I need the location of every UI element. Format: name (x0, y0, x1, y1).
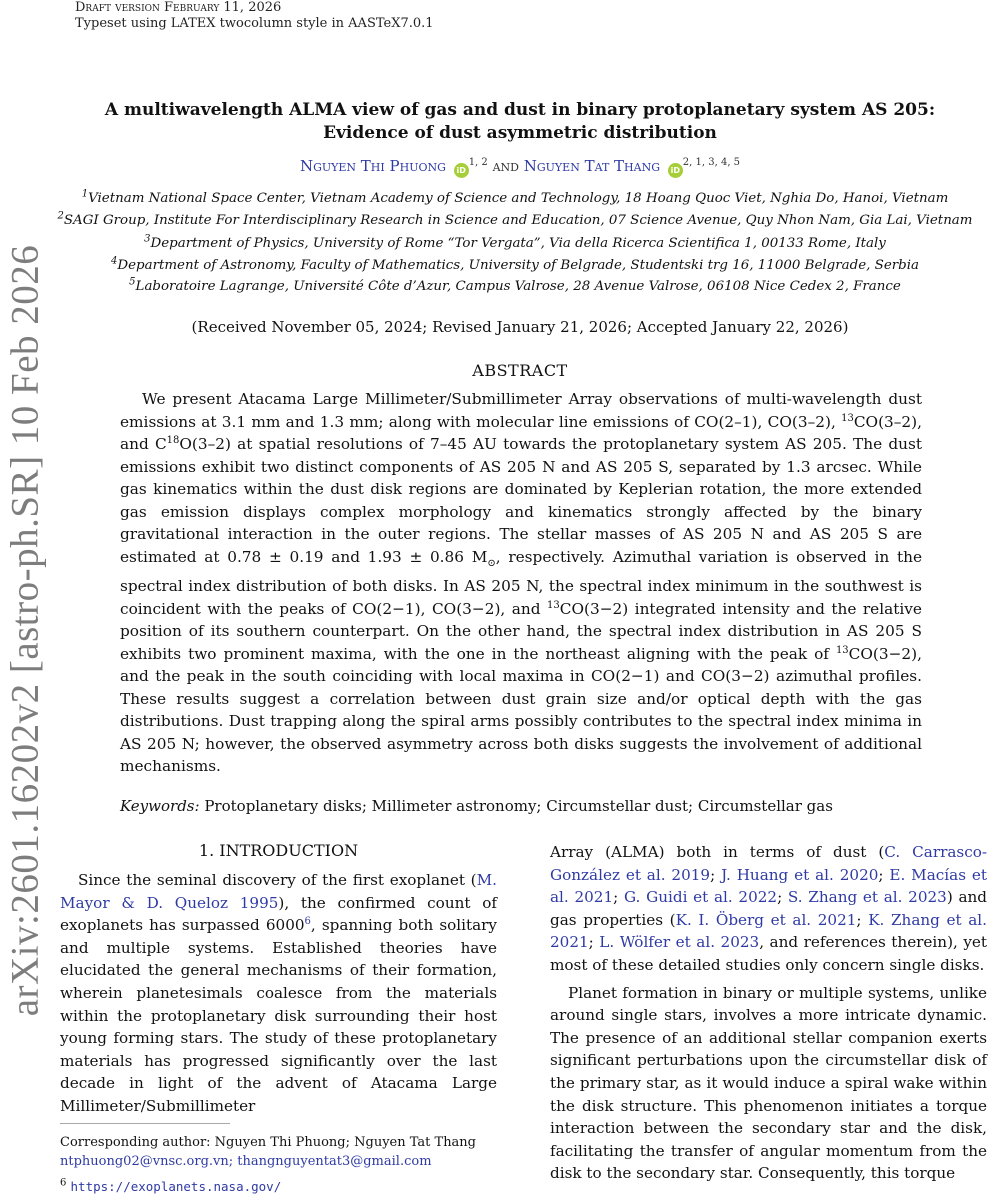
footnote-link[interactable]: 6 (304, 916, 311, 928)
affiliation-5: $^5$Laboratoire Lagrange, Université Côte d’Azur, Campus Valrose, 28 Avenue Valrose, 06108 Nice Cedex 2, France (129, 276, 901, 294)
section-heading-introduction: 1. INTRODUCTION (198, 841, 359, 860)
running-header-draft: Draft version February 11, 2026 (75, 0, 282, 15)
abstract-heading: ABSTRACT (472, 361, 568, 380)
exoplanets-url-link[interactable]: https://exoplanets.nasa.gov/ (70, 1179, 282, 1194)
citation-link[interactable]: C. Carrasco-González et al. 2019 (550, 843, 987, 884)
affiliation-1: $^1$Vietnam National Space Center, Vietnam Academy of Science and Technology, 18 Hoang Quoc Viet, Nghia Do, Hanoi, Vietnam (81, 188, 949, 206)
author-emails[interactable]: ntphuong02@vnsc.org.vn; thangnguyentat3@gmail.com (60, 1154, 432, 1169)
footnote-6: $^6$ https://exoplanets.nasa.gov/ (60, 1177, 282, 1194)
abstract-body: We present Atacama Large Millimeter/Submillimeter Array observations of multi-wavelength dust emissions at 3.1 mm and 1.3 mm; along with molecular line emissions of CO(2–1), CO(3–2), $^{13}$CO(3–2), and $C^{18}O(3-2)$ at spatial resolutions of 7–45 AU towards the protoplanetary system AS 205. The dust emissions exhibit two distinct components of AS 205 N and AS 205 S, separated by 1.3 arcsec. While gas kinematics within the dust disk regions are dominated by Keplerian rotation, the more extended gas emission displays complex morphology and kinematics strongly affected by the binary gravitational interaction in the outer regions. The stellar masses of AS 205 N and AS 205 S are estimated at 0.78 ± 0.19 and 1.93 ± 0.86 $M_⊙$, respectively. Azimuthal variation is observed in the spectral index distribution of both disks. In AS 205 N, the spectral index minimum in the southwest is coincident with the peaks of CO(2−1), CO(3−2), and $^{13}$CO(3−2) integrated intensity and the relative position of its southern counterpart. On the other hand, the spectral index distribution in AS 205 S exhibits two prominent maxima, with the one in the northeast aligning with the peak of $^{13}$CO(3−2), and the peak in the south coinciding with local maxima in CO(2−1) and CO(3−2) azimuthal profiles. These results suggest a correlation between dust grain size and/or optical depth with the gas distributions. Dust trapping along the spiral arms possibly contributes to the spectral index minima in AS 205 N; however, the observed asymmetry across both disks suggests the involvement of additional mechanisms. (120, 390, 923, 776)
footnote-rule (60, 1123, 230, 1124)
orcid-icon[interactable]: iD (668, 163, 683, 178)
author-list: Nguyen Thi Phuong iD$^{1, 2}$ and Nguyen Tat Thang iD$^{2, 1, 3, 4, 5}$ (90, 156, 950, 178)
left-column-text: Since the seminal discovery of the first exoplanet (M. Mayor & D. Queloz 1995), the confirmed count of exoplanets has surpassed 6000$^6$, spanning both solitary and multiple systems. Established theories have elucidated the general mechanisms of their formation, wherein planetesimals coalesce from the materials within the protoplanetary disk surrounding their host young forming stars. The study of these protoplanetary materials has progressed significantly over the last decade in light of the advent of Atacama Large Millimeter/Submillimeter (60, 871, 497, 1115)
citation-link[interactable]: M. Mayor & D. Queloz 1995 (60, 871, 497, 912)
received-dates: (Received November 05, 2024; Revised January 21, 2026; Accepted January 22, 2026) (191, 318, 849, 336)
citation-link[interactable]: K. Zhang et al. 2021 (550, 910, 987, 952)
corresponding-author: Corresponding author: Nguyen Thi Phuong; Nguyen Tat Thang (60, 1135, 477, 1150)
citation-link[interactable]: S. Zhang et al. 2023 (787, 888, 947, 907)
footnotes (60, 1133, 497, 1197)
keywords: Keywords: Protoplanetary disks; Millimeter astronomy; Circumstellar dust; Circumstellar gas (120, 797, 833, 815)
citation-link[interactable]: J. Huang et al. 2020 (721, 865, 879, 884)
right-column-text: Array (ALMA) both in terms of dust (C. Carrasco-González et al. 2019; J. Huang et al. 2020; E. Macías et al. 2021; G. Guidi et al. 2022; S. Zhang et al. 2023) and gas properties (K. I. Öberg et al. 2021; K. Zhang et al. 2021; L. Wölfer et al. 2023, and references therein), yet most of these detailed studies only concern single disks. Planet formation in binary or multiple systems, unlike around single stars, involves a more intricate dynamic. The presence of an additional stellar companion exerts significant perturbations upon the circumstellar disk of the primary star, as it would induce a spiral wake within the disk structure. This phenomenon initiates a torque interaction between the secondary star and the disk, facilitating the transfer of angular momentum from the disk to the secondary star. Consequently, this torque (550, 843, 988, 1183)
affiliation-3: $^3$Department of Physics, University of Rome “Tor Vergata”, Via della Ricerca Scientifica 1, 00133 Rome, Italy (144, 233, 886, 251)
author-link-phuong[interactable]: Nguyen Thi Phuong (299, 157, 446, 175)
affiliation-4: $^4$Department of Astronomy, Faculty of Mathematics, University of Belgrade, Studentski trg 16, 11000 Belgrade, Serbia (110, 255, 919, 273)
citation-link[interactable]: E. Macías et al. 2021 (550, 865, 987, 907)
citation-link[interactable]: K. I. Öberg et al. 2021 (675, 910, 857, 929)
citation-link[interactable]: L. Wölfer et al. 2023 (599, 933, 760, 952)
citation-link[interactable]: G. Guidi et al. 2022 (623, 888, 778, 907)
author-link-thang[interactable]: Nguyen Tat Thang (523, 157, 661, 175)
affiliation-2: $^2$SAGI Group, Institute For Interdisciplinary Research in Science and Education, 07 Science Avenue, Quy Nhon Nam, Gia Lai, Vietnam (57, 210, 973, 228)
paper-title: A multiwavelength ALMA view of gas and dust in binary protoplanetary system AS 205: Evidence of dust asymmetric distribution (104, 100, 936, 143)
orcid-icon[interactable]: iD (454, 163, 469, 178)
running-header-typeset: Typeset using LATEX twocolumn style in AASTeX7.0.1 (75, 16, 434, 31)
arxiv-stamp: arXiv:2601.16202v2 [astro-ph.SR] 10 Feb 2026 (3, 244, 47, 1016)
